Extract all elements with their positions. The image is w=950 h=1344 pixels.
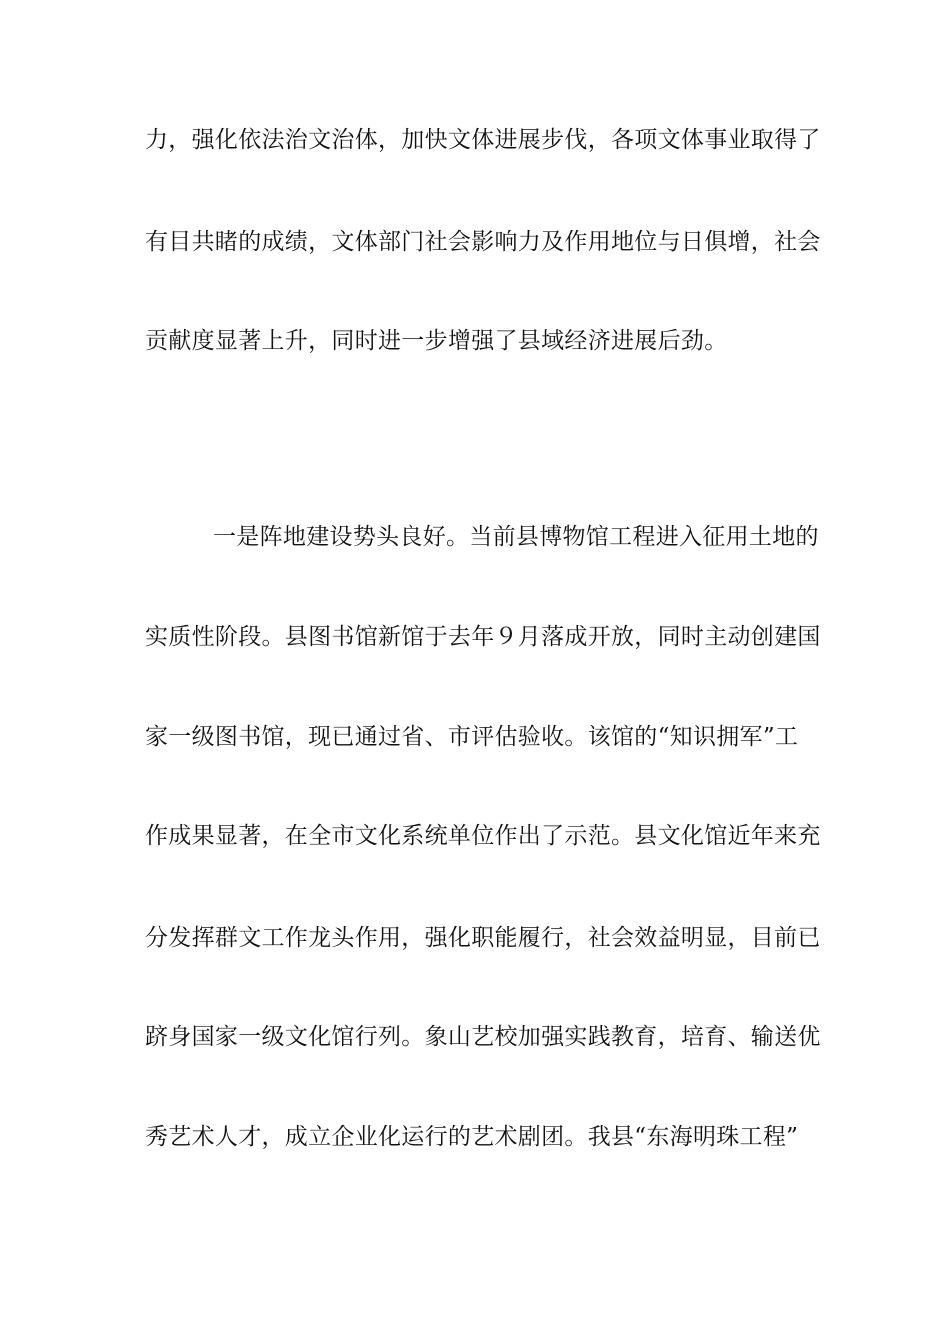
- text-line: 分发挥群文工作龙头作用，强化职能履行，社会效益明显，目前已: [145, 925, 821, 951]
- text-line: 力，强化依法治文治体，加快文体进展步伐，各项文体事业取得了: [145, 127, 821, 153]
- text-line: 实质性阶段。县图书馆新馆于去年９月落成开放，同时主动创建国: [145, 624, 821, 650]
- text-line: 作成果显著，在全市文化系统单位作出了示范。县文化馆近年来充: [145, 823, 821, 849]
- text-line: 秀艺术人才，成立企业化运行的艺术剧团。我县“东海明珠工程”: [145, 1124, 799, 1150]
- text-line: 跻身国家一级文化馆行列。象山艺校加强实践教育，培育、输送优: [145, 1024, 821, 1050]
- text-line: 贡献度显著上升，同时进一步增强了县域经济进展后劲。: [145, 328, 728, 354]
- text-line: 家一级图书馆，现已通过省、市评估验收。该馆的“知识拥军”工: [145, 724, 799, 750]
- text-line: 有目共睹的成绩，文体部门社会影响力及作用地位与日俱增，社会: [145, 229, 821, 255]
- text-line: 一是阵地建设势头良好。当前县博物馆工程进入征用土地的: [213, 524, 819, 550]
